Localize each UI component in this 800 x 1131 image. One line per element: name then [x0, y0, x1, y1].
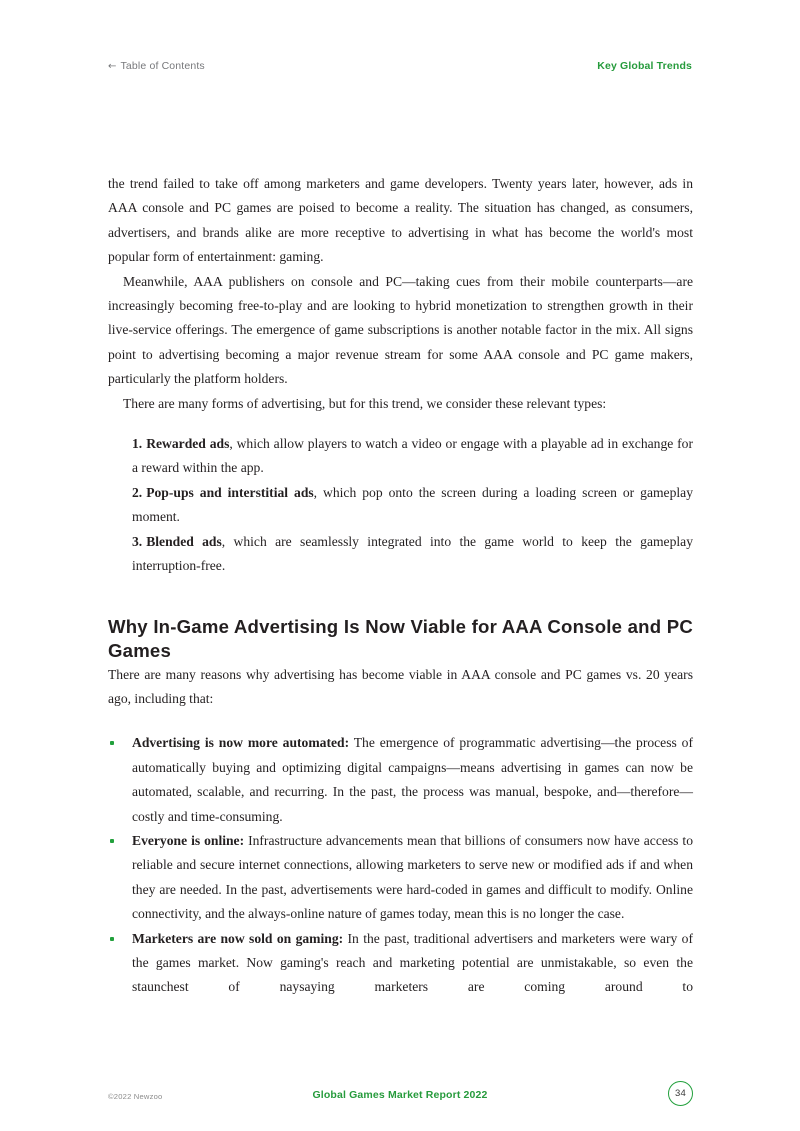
page-content	[108, 172, 693, 1000]
numbered-item-text: , which are seamlessly integrated into the game world to keep the gameplay interruption-free.	[132, 533, 693, 574]
bullet-point-icon	[110, 839, 114, 843]
paragraph-4: There are many reasons why advertising has become viable in AAA console and PC games vs. 20 years ago, including that:	[108, 666, 693, 706]
ad-types-numbered-list	[108, 432, 693, 578]
bullet-item-text: The emergence of programmatic advertising—the process of automatically buying and optimizing digital campaigns—means advertising in games can now be automated, scalable, and recurring. In the past, the process was manual, bespoke, and—therefore—costly and time-consuming.	[132, 735, 693, 824]
back-arrow-icon: ←	[108, 61, 117, 72]
bullet-item-lead-in: Advertising is now more automated:	[132, 735, 350, 751]
numbered-item-number: 1.	[132, 436, 143, 452]
bullet-item-text: In the past, traditional advertisers and marketers were wary of the games market. Now gaming's reach and marketing potential are unmistakable, so even the staunchest of naysaying marketers are coming around to	[132, 930, 693, 995]
numbered-item-lead-in: Blended ads	[146, 533, 222, 549]
page-footer	[108, 1088, 692, 1108]
page-header	[108, 57, 692, 75]
bullet-point-icon	[110, 937, 114, 941]
table-of-contents-label: Table of Contents	[120, 60, 205, 72]
numbered-item-number: 3.	[132, 533, 143, 549]
copyright-notice: ©2022 Newzoo	[108, 1092, 163, 1101]
section-heading: Why In-Game Advertising Is Now Viable for AAA Console and PC Games	[108, 615, 693, 661]
list-item	[108, 731, 693, 829]
table-of-contents-link[interactable]	[108, 60, 205, 72]
paragraph-2: Meanwhile, AAA publishers on console and PC—taking cues from their mobile counterparts—are increasingly becoming free-to-play and are looking to hybrid monetization to strengthen growth in their live-service offerings. The emergence of game subscriptions is another notable factor in the mix. All signs point to advertising becoming a major revenue stream for some AAA console and PC game makers, particularly the platform holders.	[108, 273, 693, 387]
list-item	[132, 530, 693, 579]
list-item	[108, 829, 693, 927]
paragraph-1: the trend failed to take off among marketers and game developers. Twenty years later, however, ads in AAA console and PC games are poised to become a reality. The situation has changed, as consumers, advertisers, and brands alike are more receptive to advertising in what has become the world's most popular form of entertainment: gaming.	[108, 176, 693, 265]
report-title: Global Games Market Report 2022	[312, 1089, 488, 1101]
numbered-item-lead-in: Rewarded ads	[146, 436, 230, 452]
numbered-item-text: , which pop onto the screen during a loading screen or gameplay moment.	[132, 484, 693, 525]
header-section-label: Key Global Trends	[597, 60, 692, 72]
page-number-badge: 34	[668, 1081, 693, 1106]
list-item	[132, 481, 693, 530]
numbered-item-lead-in: Pop-ups and interstitial ads	[146, 484, 314, 500]
list-item	[108, 927, 693, 1000]
bullet-item-lead-in: Everyone is online:	[132, 832, 245, 848]
bullet-item-text: Infrastructure advancements mean that billions of consumers now have access to reliable and secure internet connections, allowing marketers to serve new or modified ads if and when they are needed. In the past, advertisements were hard-coded in games and difficult to modify. Online connectivity, and the always-online nature of games today, mean this is no longer the case.	[132, 832, 693, 922]
reasons-bullet-list	[108, 731, 693, 999]
numbered-item-number: 2.	[132, 484, 143, 500]
bullet-item-lead-in: Marketers are now sold on gaming:	[132, 930, 344, 946]
paragraph-3: There are many forms of advertising, but for this trend, we consider these relevant types:	[123, 395, 607, 411]
list-item	[132, 432, 693, 481]
bullet-point-icon	[110, 741, 114, 745]
numbered-item-text: , which allow players to watch a video or engage with a playable ad in exchange for a reward within the app.	[132, 436, 693, 476]
